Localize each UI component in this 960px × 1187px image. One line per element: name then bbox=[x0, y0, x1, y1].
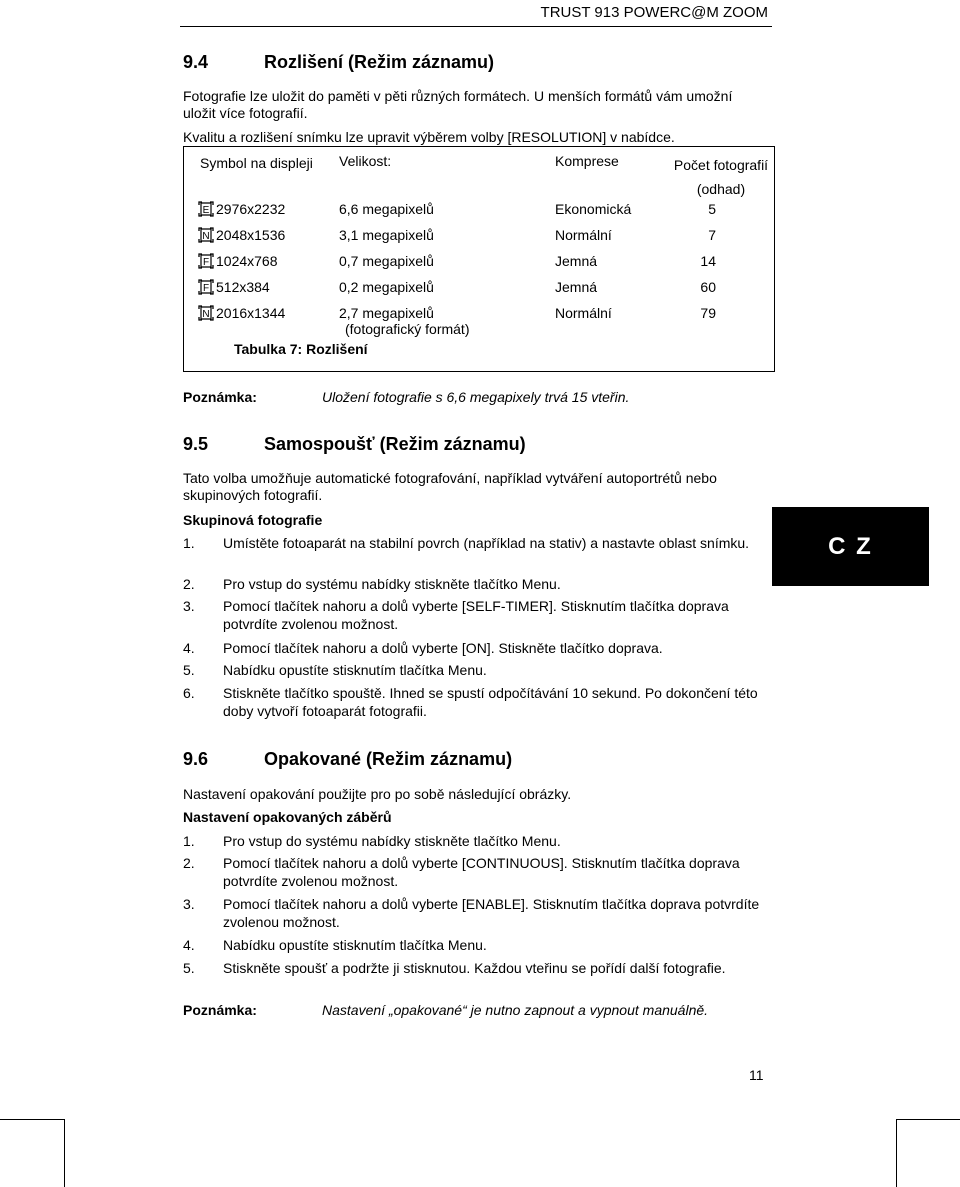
header-compression: Komprese bbox=[555, 153, 619, 169]
step-text: Stiskněte spoušť a podržte ji stisknutou. Každou vteřinu se pořídí další fotografie. bbox=[223, 960, 726, 976]
section-heading-9-6 bbox=[183, 749, 512, 770]
cell-size bbox=[338, 279, 555, 305]
language-tab: C Z bbox=[772, 507, 929, 586]
step-number: 6. bbox=[183, 685, 195, 701]
cell-count: 7 bbox=[708, 227, 716, 243]
table-row bbox=[184, 305, 775, 337]
header-count-note: (odhad) bbox=[696, 181, 746, 197]
resolution-mode-icon bbox=[198, 201, 214, 217]
note-text: Uložení fotografie s 6,6 megapixely trvá 15 vteřin. bbox=[322, 389, 630, 405]
step-text: Nabídku opustíte stisknutím tlačítka Menu. bbox=[223, 662, 487, 678]
step-text: Nabídku opustíte stisknutím tlačítka Menu. bbox=[223, 937, 487, 953]
step-number: 4. bbox=[183, 937, 195, 953]
svg-text:N: N bbox=[202, 231, 210, 242]
step-text: Pro vstup do systému nabídky stiskněte tlačítko Menu. bbox=[223, 576, 561, 592]
paragraph: Kvalitu a rozlišení snímku lze upravit výběrem volby [RESOLUTION] v nabídce. bbox=[183, 129, 675, 145]
list-item bbox=[183, 960, 763, 978]
resolution-table bbox=[183, 146, 775, 372]
step-text: Stiskněte tlačítko spouště. Ihned se spustí odpočítávání 10 sekund. Po dokončení této doby vytvoří fotoaparát fotografii. bbox=[223, 685, 758, 719]
list-item bbox=[183, 685, 763, 720]
header-rule bbox=[180, 26, 772, 27]
cell-size bbox=[338, 227, 555, 253]
svg-text:F: F bbox=[202, 257, 210, 268]
table-row bbox=[184, 201, 775, 227]
cell-resolution: 512x384 bbox=[216, 279, 270, 295]
table-header-row bbox=[184, 147, 775, 202]
section-number: 9.6 bbox=[183, 749, 209, 769]
crop-mark bbox=[0, 1119, 64, 1120]
section-number: 9.5 bbox=[183, 434, 209, 454]
list-item bbox=[183, 855, 763, 890]
step-number: 2. bbox=[183, 855, 195, 871]
cell-resolution: 2976x2232 bbox=[216, 201, 286, 217]
step-text: Pomocí tlačítek nahoru a dolů vyberte [SELF-TIMER]. Stisknutím tlačítka doprava potvrdíte zvolenou možnost. bbox=[223, 598, 729, 632]
crop-mark bbox=[896, 1119, 960, 1120]
list-item bbox=[183, 896, 763, 931]
cell-symbol bbox=[184, 305, 339, 337]
crop-mark bbox=[64, 1119, 65, 1187]
cell-compression: Normální bbox=[555, 305, 612, 321]
step-text: Pomocí tlačítek nahoru a dolů vyberte [ON]. Stiskněte tlačítko doprava. bbox=[223, 640, 663, 656]
svg-text:F: F bbox=[202, 283, 210, 294]
list-item bbox=[183, 937, 763, 955]
size-value: 0,2 megapixelů bbox=[339, 279, 434, 295]
resolution-mode-icon bbox=[198, 253, 214, 269]
step-number: 4. bbox=[183, 640, 195, 656]
list-item bbox=[183, 576, 763, 594]
crop-mark bbox=[896, 1119, 897, 1187]
resolution-mode-icon bbox=[198, 227, 214, 243]
header-count-label: Počet fotografií bbox=[673, 157, 769, 173]
page-number: 11 bbox=[749, 1067, 764, 1083]
note-label: Poznámka: bbox=[183, 1002, 257, 1018]
header-size: Velikost: bbox=[339, 153, 392, 169]
size-value: 2,7 megapixelů bbox=[339, 305, 434, 321]
cell-symbol bbox=[184, 201, 339, 227]
step-number: 3. bbox=[183, 896, 195, 912]
paragraph: Tato volba umožňuje automatické fotografování, například vytváření autoportrétů nebo skupinových fotografií. bbox=[183, 470, 717, 503]
document-header: TRUST 913 POWERC@M ZOOM bbox=[540, 4, 768, 21]
list-item bbox=[183, 535, 763, 553]
header-symbol: Symbol na displeji bbox=[200, 155, 313, 171]
section-heading-9-4 bbox=[183, 52, 494, 73]
table-caption: Tabulka 7: Rozlišení bbox=[234, 341, 368, 357]
step-text: Pomocí tlačítek nahoru a dolů vyberte [ENABLE]. Stisknutím tlačítka doprava potvrdíte zvolenou možnost. bbox=[223, 896, 760, 930]
note-text: Nastavení „opakované“ je nutno zapnout a vypnout manuálně. bbox=[322, 1002, 709, 1018]
size-value: 3,1 megapixelů bbox=[339, 227, 434, 243]
step-number: 3. bbox=[183, 598, 195, 614]
table-row bbox=[184, 227, 775, 253]
step-number: 1. bbox=[183, 535, 195, 551]
paragraph: Nastavení opakování použijte pro po sobě následující obrázky. bbox=[183, 786, 572, 802]
step-text: Pomocí tlačítek nahoru a dolů vyberte [CONTINUOUS]. Stisknutím tlačítka doprava potvrdíte zvolenou možnost. bbox=[223, 855, 740, 889]
cell-compression: Jemná bbox=[555, 279, 598, 295]
size-value: 6,6 megapixelů bbox=[339, 201, 434, 217]
section-title: Opakované (Režim záznamu) bbox=[264, 749, 513, 769]
step-number: 5. bbox=[183, 960, 195, 976]
cell-compression: Normální bbox=[555, 227, 612, 243]
size-value: 0,7 megapixelů bbox=[339, 253, 434, 269]
step-text: Pro vstup do systému nabídky stiskněte tlačítko Menu. bbox=[223, 833, 561, 849]
cell-size bbox=[338, 253, 555, 279]
cell-count: 60 bbox=[700, 279, 716, 295]
step-number: 1. bbox=[183, 833, 195, 849]
subheading: Nastavení opakovaných záběrů bbox=[183, 809, 392, 825]
list-item bbox=[183, 598, 763, 633]
cell-symbol bbox=[184, 279, 339, 305]
cell-compression: Ekonomická bbox=[555, 201, 632, 217]
section-number: 9.4 bbox=[183, 52, 209, 72]
cell-count: 79 bbox=[700, 305, 716, 321]
cell-resolution: 1024x768 bbox=[216, 253, 278, 269]
cell-size bbox=[338, 305, 555, 337]
step-text: Umístěte fotoaparát na stabilní povrch (například na stativ) a nastavte oblast snímku. bbox=[223, 535, 750, 551]
note-label: Poznámka: bbox=[183, 389, 257, 405]
cell-compression: Jemná bbox=[555, 253, 598, 269]
cell-resolution: 2048x1536 bbox=[216, 227, 286, 243]
step-number: 5. bbox=[183, 662, 195, 678]
cell-symbol bbox=[184, 253, 339, 279]
svg-text:E: E bbox=[202, 205, 210, 216]
svg-text:N: N bbox=[202, 309, 210, 320]
list-item bbox=[183, 833, 763, 851]
table-row bbox=[184, 253, 775, 279]
cell-resolution: 2016x1344 bbox=[216, 305, 286, 321]
header-count bbox=[668, 147, 775, 202]
section-heading-9-5 bbox=[183, 434, 526, 455]
subheading: Skupinová fotografie bbox=[183, 512, 323, 528]
size-note: (fotografický formát) bbox=[345, 321, 470, 337]
cell-symbol bbox=[184, 227, 339, 253]
resolution-mode-icon bbox=[198, 305, 214, 321]
table-row bbox=[184, 279, 775, 305]
list-item bbox=[183, 640, 763, 658]
table-caption-row bbox=[184, 337, 775, 372]
cell-count: 14 bbox=[700, 253, 716, 269]
section-title: Rozlišení (Režim záznamu) bbox=[264, 52, 495, 72]
list-item bbox=[183, 662, 763, 680]
paragraph: Fotografie lze uložit do paměti v pěti různých formátech. U menších formátů vám umožní uložit více fotografií. bbox=[183, 88, 733, 121]
cell-count: 5 bbox=[708, 201, 716, 217]
step-number: 2. bbox=[183, 576, 195, 592]
section-title: Samospoušť (Režim záznamu) bbox=[264, 434, 526, 454]
cell-size bbox=[338, 201, 555, 227]
resolution-mode-icon bbox=[198, 279, 214, 295]
